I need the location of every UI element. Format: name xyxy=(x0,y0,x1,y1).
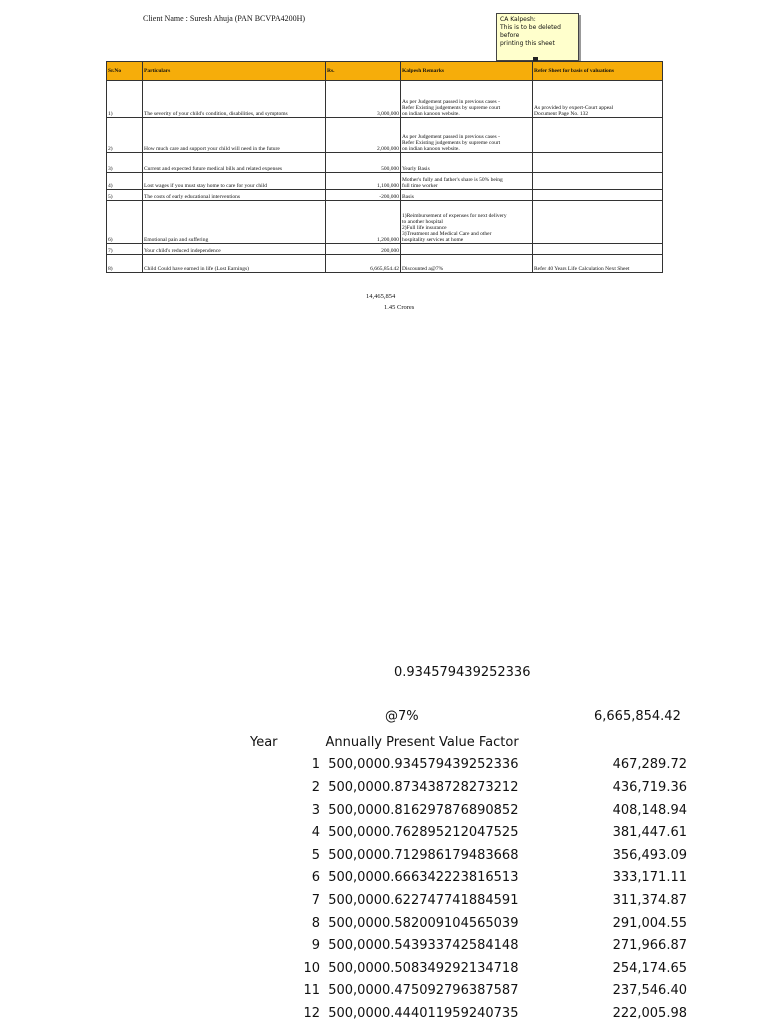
cell-amount: 3,000,000 xyxy=(326,81,401,118)
table-row xyxy=(107,118,663,153)
pv-value: 408,148.94 xyxy=(612,802,687,818)
pv-value: 467,289.72 xyxy=(612,757,687,773)
cell-particulars: Current and expected future medical bills and related expenses xyxy=(143,153,326,173)
cell-sr: 1) xyxy=(107,81,143,118)
pv-factor: 0.934579439252336 xyxy=(382,757,519,773)
cell-remarks: 1)Reimbursement of expenses for next delivery to another hospital 2)Full life insurance 3)Treatment and Medical Care and other hospitality services at home xyxy=(401,201,533,244)
pv-row xyxy=(250,980,687,1003)
pv-row xyxy=(250,1002,687,1025)
pv-value: 271,966.87 xyxy=(612,938,687,954)
header-remarks: Kalpesh Remarks xyxy=(401,62,533,81)
header-year: Year xyxy=(250,734,278,750)
cell-particulars: Your child's reduced independence xyxy=(143,244,326,255)
pv-factor: 0.543933742584148 xyxy=(382,938,519,954)
pv-year: 6 xyxy=(311,870,320,886)
table-row xyxy=(107,81,663,118)
pv-factor: 0.622747741884591 xyxy=(382,892,519,908)
pv-row xyxy=(250,957,687,980)
cell-sr: 8) xyxy=(107,255,143,273)
first-year-factor: 0.934579439252336 xyxy=(394,665,531,680)
cell-sr: 2) xyxy=(107,118,143,153)
pv-row xyxy=(250,844,687,867)
pv-factor: 0.762895212047525 xyxy=(382,825,519,841)
discount-rate: @7% xyxy=(385,709,419,724)
pv-year: 8 xyxy=(311,915,320,931)
cell-amount: -200,000 xyxy=(326,190,401,201)
cell-remarks: Basis xyxy=(401,190,533,201)
cell-refer xyxy=(533,118,663,153)
note-line: printing this sheet xyxy=(500,40,555,47)
pv-value: 381,447.61 xyxy=(612,825,687,841)
pv-value: 333,171.11 xyxy=(612,870,687,886)
pv-row xyxy=(250,912,687,935)
pv-annual: 500,000 xyxy=(328,960,382,976)
cell-remarks: Mother's fully and father's share is 50% being full time worker xyxy=(401,173,533,190)
pv-value: 311,374.87 xyxy=(612,892,687,908)
pv-annual: 500,000 xyxy=(328,1005,382,1021)
grand-total: 14,465,854 xyxy=(366,293,396,300)
pv-annual: 500,000 xyxy=(328,892,382,908)
note-line: This is to be deleted before xyxy=(500,24,561,39)
pv-row xyxy=(250,776,687,799)
cell-particulars: Emotional pain and suffering xyxy=(143,201,326,244)
cell-particulars: How much care and support your child will need in the future xyxy=(143,118,326,153)
pv-factor: 0.444011959240735 xyxy=(382,1005,519,1021)
pv-factor: 0.816297876890852 xyxy=(382,802,519,818)
cell-sr: 6) xyxy=(107,201,143,244)
cell-amount: 6,665,854.42 xyxy=(326,255,401,273)
cell-refer xyxy=(533,201,663,244)
cell-particulars: The severity of your child's condition, disabilities, and symptoms xyxy=(143,81,326,118)
pv-annual: 500,000 xyxy=(328,983,382,999)
header-annually: Annually xyxy=(325,734,382,750)
header-pv-factor xyxy=(382,731,536,754)
cell-remarks: As per Judgement passed in previous cases - Refer Existing judgements by supreme court on indian kanoon website. xyxy=(401,81,533,118)
cell-sr: 4) xyxy=(107,173,143,190)
client-name: Client Name : Suresh Ahuja (PAN BCVPA4200H) xyxy=(143,14,306,23)
pv-factor: 0.712986179483668 xyxy=(382,847,519,863)
pv-annual: 500,000 xyxy=(328,915,382,931)
cell-particulars: Lost wages if you must stay home to care for your child xyxy=(143,173,326,190)
pv-year: 11 xyxy=(303,983,320,999)
table-row xyxy=(107,255,663,273)
pv-year: 7 xyxy=(311,892,320,908)
header-amount: Rs. xyxy=(326,62,401,81)
pv-annual: 500,000 xyxy=(328,757,382,773)
cell-refer: Refer 40 Years Life Calculation Next Sheet xyxy=(533,255,663,273)
pv-annual: 500,000 xyxy=(328,802,382,818)
pv-value: 237,546.40 xyxy=(612,983,687,999)
header-refer: Refer Sheet for basis of valuations xyxy=(533,62,663,81)
note-line: CA Kalpesh: xyxy=(500,16,536,23)
pv-year: 5 xyxy=(311,847,320,863)
pv-annual: 500,000 xyxy=(328,779,382,795)
cell-amount: 500,000 xyxy=(326,153,401,173)
pv-factor: 0.582009104565039 xyxy=(382,915,519,931)
cell-refer xyxy=(533,153,663,173)
cell-sr: 3) xyxy=(107,153,143,173)
cell-remarks xyxy=(401,244,533,255)
cell-particulars: The costs of early educational interventions xyxy=(143,190,326,201)
cell-amount: 200,000 xyxy=(326,244,401,255)
pv-year: 9 xyxy=(311,938,320,954)
table-row xyxy=(107,244,663,255)
table-row xyxy=(107,173,663,190)
pv-annual: 500,000 xyxy=(328,870,382,886)
table-row xyxy=(107,190,663,201)
pv-factor: 0.873438728273212 xyxy=(382,779,519,795)
pv-year: 10 xyxy=(303,960,320,976)
header-particulars: Particulars xyxy=(143,62,326,81)
pv-row xyxy=(250,821,687,844)
cell-amount: 1,200,000 xyxy=(326,201,401,244)
pv-factor: 0.475092796387587 xyxy=(382,983,519,999)
pv-value: 254,174.65 xyxy=(612,960,687,976)
pv-factor: 0.666342223816513 xyxy=(382,870,519,886)
header-value-blank xyxy=(536,731,687,754)
cell-sr: 7) xyxy=(107,244,143,255)
pv-value: 291,004.55 xyxy=(612,915,687,931)
pv-row xyxy=(250,934,687,957)
present-value-total: 6,665,854.42 xyxy=(594,709,681,724)
pv-header-row xyxy=(250,731,687,754)
pv-value: 356,493.09 xyxy=(612,847,687,863)
total-in-crores: 1.45 Crores xyxy=(384,304,415,311)
cell-remarks: Discounted a@7% xyxy=(401,255,533,273)
pv-year: 3 xyxy=(311,802,320,818)
header-row xyxy=(107,62,663,81)
pv-value: 222,005.98 xyxy=(612,1005,687,1021)
pv-year: 4 xyxy=(311,825,320,841)
cell-refer xyxy=(533,190,663,201)
pv-value: 436,719.36 xyxy=(612,779,687,795)
cell-refer: As provided by expert-Court appeal Document Page No. 132 xyxy=(533,81,663,118)
pv-factor: 0.508349292134718 xyxy=(382,960,519,976)
pv-row xyxy=(250,754,687,777)
pv-year: 2 xyxy=(311,779,320,795)
cell-amount: 2,000,000 xyxy=(326,118,401,153)
cell-sr: 5) xyxy=(107,190,143,201)
table-row xyxy=(107,153,663,173)
header-srno: Sr.No xyxy=(107,62,143,81)
cell-refer xyxy=(533,244,663,255)
pv-year: 12 xyxy=(303,1005,320,1021)
pv-row xyxy=(250,889,687,912)
pv-row xyxy=(250,799,687,822)
header-pv-factor-label: Present Value Factor xyxy=(386,734,519,750)
valuation-table xyxy=(106,61,663,273)
pv-year: 1 xyxy=(311,757,320,773)
cell-amount: 1,100,000 xyxy=(326,173,401,190)
cell-remarks: Yearly Basis xyxy=(401,153,533,173)
pv-row xyxy=(250,867,687,890)
comment-note xyxy=(496,13,579,61)
pv-annual: 500,000 xyxy=(328,938,382,954)
cell-refer xyxy=(533,173,663,190)
cell-remarks: As per Judgement passed in previous cases - Refer Existing judgements by supreme court on indian kanoon website. xyxy=(401,118,533,153)
table-row xyxy=(107,201,663,244)
pv-annual: 500,000 xyxy=(328,825,382,841)
present-value-table xyxy=(250,731,687,1025)
cell-particulars: Child Could have earned in life (Lost Earnings) xyxy=(143,255,326,273)
pv-annual: 500,000 xyxy=(328,847,382,863)
